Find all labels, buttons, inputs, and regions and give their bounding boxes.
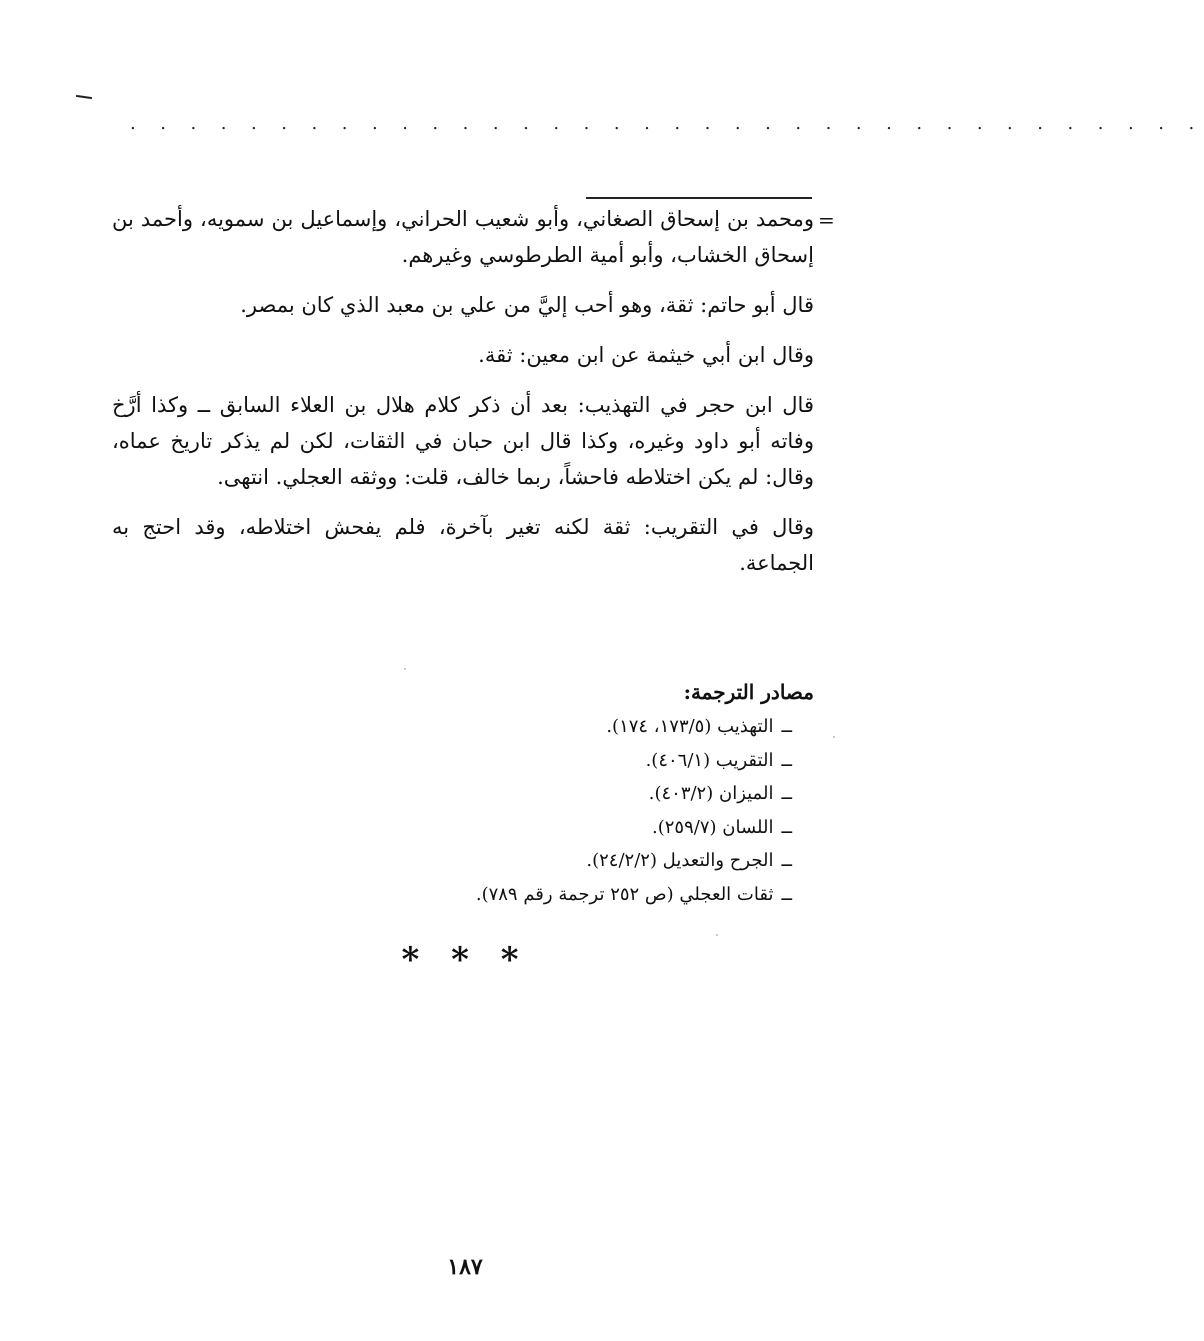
sources-heading: مصادر الترجمة: (683, 680, 814, 704)
list-dash: ــ (781, 716, 792, 737)
sources-list (300, 710, 814, 911)
source-text: الميزان (٤٠٣/٢). (648, 783, 774, 804)
footnote-body (112, 201, 814, 595)
section-separator: * * * (401, 940, 529, 980)
footnote-rule (586, 197, 812, 199)
sources-section (300, 676, 814, 911)
scan-speck (716, 934, 718, 936)
source-text: ثقات العجلي (ص ٢٥٢ ترجمة رقم ٧٨٩). (475, 883, 774, 905)
paragraph-narrators: ومحمد بن إسحاق الصغاني، وأبو شعيب الحراني، وإسماعيل بن سمويه، وأحمد بن إسحاق الخشاب، وأبو أمية الطرطوسي وغيرهم. (112, 207, 814, 267)
list-dash: ــ (781, 850, 792, 871)
dotted-leader: . . . . . . . . . . . . . . . . . . . . . . . . . . . . . . . . . . . . (130, 113, 1204, 134)
list-dash: ــ (781, 783, 792, 804)
scan-speck (833, 736, 835, 738)
source-item (300, 811, 792, 845)
list-dash: ــ (781, 883, 792, 905)
source-text: التقريب (٤٠٦/١). (645, 749, 774, 771)
margin-mark (76, 95, 92, 99)
paragraph-ibn-abi-khaythama: وقال ابن أبي خيثمة عن ابن معين: ثقة. (478, 343, 814, 367)
continuation-mark: = (818, 208, 835, 232)
source-text: التهذيب (١٧٣/٥، ١٧٤). (606, 716, 774, 737)
source-item (300, 710, 792, 744)
list-dash: ــ (781, 749, 792, 771)
paragraph-abu-hatim: قال أبو حاتم: ثقة، وهو أحب إليَّ من علي بن معبد الذي كان بمصر. (240, 293, 814, 317)
page-number: ١٨٧ (447, 1254, 483, 1280)
source-text: الجرح والتعديل (٢٤/٢/٢). (586, 850, 774, 871)
paragraph-ibn-hajar-tahdhib: قال ابن حجر في التهذيب: بعد أن ذكر كلام هلال بن العلاء السابق ــ وكذا أرَّخ وفاته أبو داود وغيره، وكذا قال ابن حبان في الثقات، لكن لم يذكر تاريخ عماه، وقال: لم يكن اختلاطه فاحشاً، ربما خالف، قلت: ووثقه العجلي. انتهى. (112, 393, 814, 489)
scan-speck (404, 668, 406, 670)
list-dash: ــ (781, 816, 792, 838)
source-item (300, 777, 792, 811)
source-text: اللسان (٢٥٩/٧). (652, 816, 774, 838)
source-item (300, 844, 792, 878)
source-item (300, 744, 792, 778)
source-item (300, 878, 792, 912)
paragraph-taqrib: وقال في التقريب: ثقة لكنه تغير بآخرة، فلم يفحش اختلاطه، وقد احتج به الجماعة. (112, 515, 814, 575)
